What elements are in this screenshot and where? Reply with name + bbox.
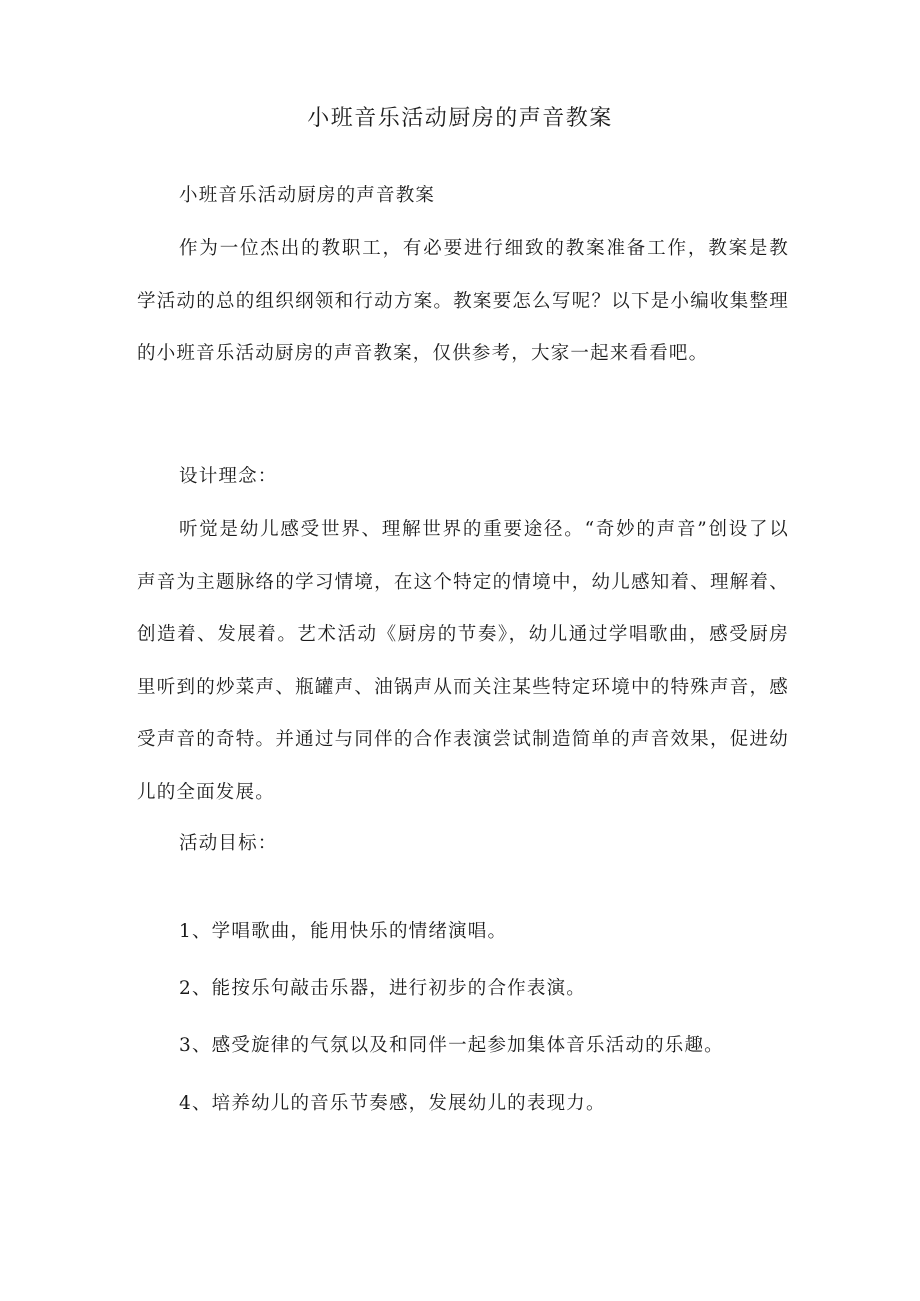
- goal-item-1: 1、学唱歌曲，能用快乐的情绪演唱。: [179, 921, 508, 942]
- design-heading: 设计理念：: [179, 466, 278, 487]
- intro-paragraph: 作为一位杰出的教职工，有必要进行细致的教案准备工作，教案是教学活动的总的组织纲领和行动方案。教案要怎么写呢？以下是小编收集整理的小班音乐活动厨房的声音教案，仅供参考，大家一起来看看吧。: [137, 238, 789, 364]
- goal-item-4: 4、培养幼儿的音乐节奏感，发展幼儿的表现力。: [179, 1093, 606, 1114]
- goal-item-3: 3、感受旋律的气氛以及和同伴一起参加集体音乐活动的乐趣。: [179, 1035, 724, 1056]
- document-title: 小班音乐活动厨房的声音教案: [307, 106, 613, 131]
- document-subtitle: 小班音乐活动厨房的声音教案: [179, 185, 436, 206]
- design-paragraph: 听觉是幼儿感受世界、理解世界的重要途径。“奇妙的声音”创设了以声音为主题脉络的学习情境，在这个特定的情境中，幼儿感知着、理解着、创造着、发展着。艺术活动《厨房的节奏》，幼儿通过学唱歌曲，感受厨房里听到的炒菜声、瓶罐声、油锅声从而关注某些特定环境中的特殊声音，感受声音的奇特。并通过与同伴的合作表演尝试制造简单的声音效果，促进幼儿的全面发展。: [137, 519, 789, 803]
- goal-item-2: 2、能按乐句敲击乐器，进行初步的合作表演。: [179, 978, 586, 999]
- goals-heading: 活动目标：: [179, 833, 278, 854]
